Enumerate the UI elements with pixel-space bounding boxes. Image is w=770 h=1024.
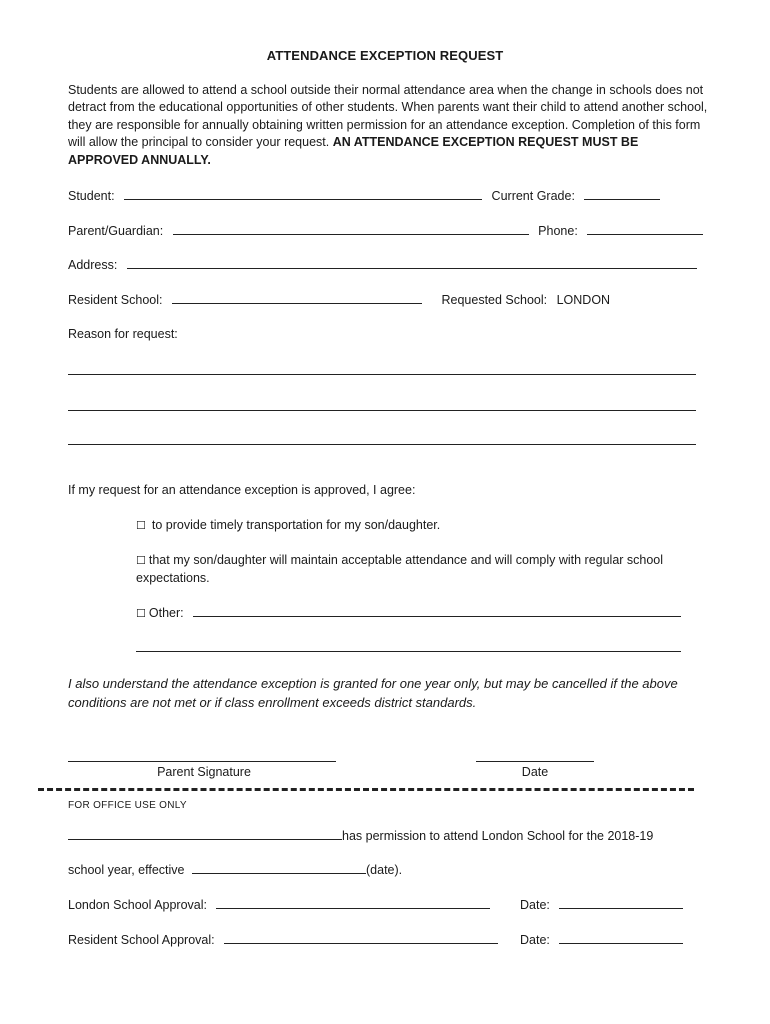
london-approval-field[interactable]: [216, 897, 490, 909]
parent-row: [68, 223, 703, 238]
agreement-item-other: [136, 605, 681, 620]
address-label: Address:: [68, 258, 118, 272]
reason-label: Reason for request:: [68, 327, 178, 341]
agreement-item-transportation: [136, 518, 440, 532]
student-field[interactable]: [124, 188, 482, 200]
agreement-item-attendance: [136, 553, 663, 567]
reason-line-1[interactable]: [68, 374, 696, 375]
requested-school-label: Requested School:: [441, 293, 548, 307]
parent-signature-field[interactable]: [68, 750, 336, 762]
phone-field[interactable]: [587, 223, 703, 235]
form-title: ATTENDANCE EXCEPTION REQUEST: [266, 48, 504, 63]
london-approval-label: London School Approval:: [68, 898, 207, 912]
intro-bold-notice: AN ATTENDANCE EXCEPTION REQUEST MUST BE APPROVED ANNUALLY.: [68, 135, 639, 167]
resident-date-row: [520, 932, 683, 947]
intro-text: Students are allowed to attend a school outside their normal attendance area when the change in schools does not detract from the educational opportunities of other students. When parents want their child to attend another school, they are responsible for annually obtaining written permission for an attendance exception. Completion of this form will allow the principal to consider your request.: [68, 83, 708, 150]
intro-paragraph: [68, 82, 708, 169]
other-field[interactable]: [193, 605, 681, 617]
other-field-line-2-row: [136, 640, 681, 655]
student-label: Student:: [68, 189, 115, 203]
resident-approval-field[interactable]: [224, 932, 498, 944]
other-field-line-2[interactable]: [136, 640, 681, 652]
other-checkbox[interactable]: ☐: [136, 608, 146, 620]
address-row: [68, 257, 697, 272]
date-suffix: (date).: [366, 863, 403, 877]
resident-school-label: Resident School:: [68, 293, 163, 307]
resident-approval-label: Resident School Approval:: [68, 933, 215, 947]
permission-text: has permission to attend London School for the 2018-19: [342, 829, 654, 843]
reason-line-2[interactable]: [68, 410, 696, 411]
other-label: Other:: [148, 606, 184, 620]
school-year-label: school year, effective: [68, 863, 185, 877]
reason-line-3[interactable]: [68, 444, 696, 445]
understanding-statement: I also understand the attendance exception is granted for one year only, but may be cancelled if the above conditions are not met or if class enrollment exceeds district standards.: [68, 676, 678, 710]
london-date-row: [520, 897, 683, 912]
london-date-field[interactable]: [559, 897, 683, 909]
current-grade-label: Current Grade:: [491, 189, 575, 203]
effective-date-field[interactable]: [192, 862, 366, 874]
signature-date-label: Date: [521, 765, 549, 779]
transportation-text: to provide timely transportation for my son/daughter.: [151, 518, 441, 532]
phone-label: Phone:: [538, 224, 578, 238]
signature-date-field[interactable]: [476, 750, 594, 762]
attendance-text-line1: that my son/daughter will maintain acceptable attendance and will comply with regular school: [148, 553, 664, 567]
school-row: [68, 292, 610, 307]
parent-guardian-label: Parent/Guardian:: [68, 224, 164, 238]
student-row: [68, 188, 660, 203]
agreement-intro: If my request for an attendance exception is approved, I agree:: [68, 483, 416, 497]
office-use-header: FOR OFFICE USE ONLY: [68, 800, 187, 811]
resident-approval-row: [68, 932, 498, 947]
resident-date-field[interactable]: [559, 932, 683, 944]
parent-signature-label: Parent Signature: [157, 765, 251, 779]
parent-guardian-field[interactable]: [173, 223, 529, 235]
requested-school-value: LONDON: [556, 293, 611, 307]
address-field[interactable]: [127, 257, 697, 269]
office-divider: [38, 788, 694, 791]
london-approval-row: [68, 897, 490, 912]
current-grade-field[interactable]: [584, 188, 660, 200]
resident-school-field[interactable]: [172, 292, 422, 304]
transportation-checkbox[interactable]: ☐: [136, 520, 146, 532]
permission-row: [68, 828, 653, 843]
attendance-text-line2: expectations.: [136, 571, 210, 585]
parent-signature-row: [68, 750, 336, 765]
london-date-label: Date:: [520, 898, 550, 912]
resident-date-label: Date:: [520, 933, 550, 947]
school-year-row: [68, 862, 402, 877]
attendance-checkbox[interactable]: ☐: [136, 555, 146, 567]
signature-date-row: [476, 750, 594, 765]
student-name-field[interactable]: [68, 828, 342, 840]
